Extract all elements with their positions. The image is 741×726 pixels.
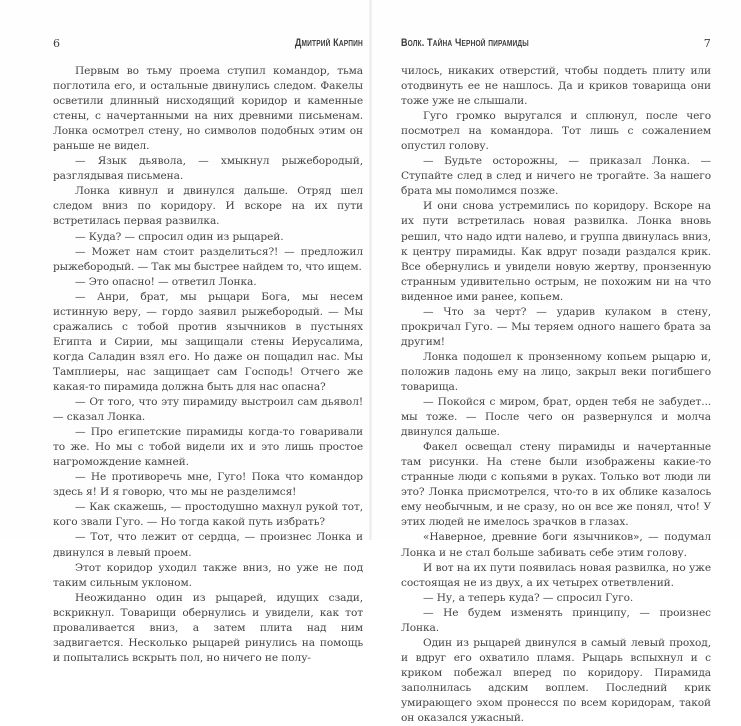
paragraph: — Тот, что лежит от сердца, — произнес Лонка и двинулся в левый проем.: [53, 531, 363, 559]
paragraph: Гуго громко выругался и сплюнул, после чего посмотрел на командора. Тот лишь с сожалением опустил голову.: [401, 110, 711, 153]
page-number: 7: [703, 37, 711, 50]
paragraph: — Куда? — спросил один из рыцарей.: [75, 230, 284, 243]
paragraph: — Не будем изменять принципу, — произнес Лонка.: [401, 606, 711, 634]
author-name: Дмитрий Карпин: [294, 37, 363, 49]
paragraph: — Про египетские пирамиды когда-то говаривали то же. Но мы с тобой видели их и это лишь простое нагромождение камней.: [53, 426, 363, 469]
paragraph: Этот коридор уходил также вниз, но уже не под таким сильным уклоном.: [53, 561, 363, 589]
paragraph: — Это опасно! — ответил Лонка.: [75, 275, 257, 288]
left-page-body: [53, 64, 363, 666]
paragraph: — Как скажешь, — простодушно махнул рукой тот, кого звали Гуго. — Но тогда какой путь избрать?: [53, 501, 363, 529]
continued-paragraph: чилось, никаких отверстий, чтобы поддеть плиту или отодвинуть ее не нашлось. Да и криков товарища они тоже уже не слышали.: [401, 65, 711, 108]
paragraph: И вот на их пути появилась новая развилка, но уже состоящая не из двух, а их четырех ответвлений.: [401, 561, 711, 589]
page-number: 6: [53, 37, 61, 50]
paragraph: — Будьте осторожны, — приказал Лонка. — Ступайте след в след и ничего не трогайте. За нашего брата мы помолимся позже.: [401, 155, 711, 198]
book-gutter: [369, 0, 372, 540]
paragraph: — Ну, а теперь куда? — спросил Гуго.: [423, 591, 634, 604]
book-title: Волк. Тайна Черной пирамиды: [401, 37, 529, 49]
paragraph: «Наверное, древние боги язычников», — подумал Лонка и не стал больше забивать себе этим голову.: [401, 531, 711, 559]
right-page: [401, 0, 711, 725]
paragraph: — Что за черт? — ударив кулаком в стену, прокричал Гуго. — Мы теряем одного нашего брата за другим!: [401, 305, 711, 348]
paragraph: — Анри, брат, мы рыцари Бога, мы несем истинную веру, — гордо заявил рыжебородый. — Мы сражались с тобой против язычников в пустынях Египта и Сирии, мы защищали стены Иерусалима, когда Саладин взял его. Но даже он пощадил нас. Мы Тамплиеры, нас защищает сам Господь! Отчего же какая-то пирамида должна быть для нас опасна?: [53, 290, 363, 393]
right-page-body: [401, 64, 711, 726]
paragraph: Лонка кивнул и двинулся дальше. Отряд шел следом вниз по коридору. И вскоре на их пути встретилась первая развилка.: [53, 185, 363, 228]
paragraph: Неожиданно один из рыцарей, идущих сзади, вскрикнул. Товарищи обернулись и увидели, как тот проваливается вниз, а затем плита над ним задвигается. Несколько рыцарей ринулись на помощь и попытались вскрыть пол, но ничего не полу-: [53, 591, 363, 664]
paragraph: Первым во тьму проема ступил командор, тьма поглотила его, и остальные двинулись следом. Факелы осветили длинный нисходящий коридор и каменные стены, с начертанными на них древними письменам. Лонка осмотрел стену, но символов подобных этим он раньше не видел.: [53, 65, 363, 153]
paragraph: Факел освещал стену пирамиды и начертанные там рисунки. На стене были изображены какие-то странные люди с копьями в руках. Только вот люди ли это? Лонка присмотрелся, что-то в их облике казалось ему необычным, и не сразу, но он все же понял, что! У этих людей не имелось зрачков в глазах.: [401, 441, 711, 529]
paragraph: — Может нам стоит разделиться?! — предложил рыжебородый. — Так мы быстрее найдем то, что ищем.: [53, 245, 363, 273]
right-running-head: [401, 37, 711, 51]
paragraph: — Покойся с миром, брат, орден тебя не забудет... мы тоже. — После чего он развернулся и молча двинулся дальше.: [401, 396, 711, 439]
paragraph: Один из рыцарей двинулся в самый левый проход, и вдруг его охватило пламя. Рыцарь вспыхнул и с криком побежал вперед по коридору. Пирамида заполнилась адским воплем. Последний крик умирающего эхом пронесся по всем коридорам, такой он оказался ужасный.: [401, 636, 711, 725]
paragraph: — От того, что эту пирамиду выстроил сам дьявол! — сказал Лонка.: [53, 396, 363, 424]
paragraph: Лонка подошел к пронзенному копьем рыцарю и, положив ладонь ему на лицо, закрыл веки погибшего товарища.: [401, 350, 711, 393]
paragraph: И они снова устремились по коридору. Вскоре на их пути встретилась новая развилка. Лонка вновь решил, что надо идти налево, и группа двинулась вниз, к центру пирамиды. Как вдруг позади раздался крик. Все обернулись и увидели новую жертву, пронзенную странным удивительно острым, не похожим ни на что виденное ими ранее, копьем.: [401, 200, 711, 303]
left-running-head: [53, 37, 363, 51]
paragraph: — Язык дьявола, — хмыкнул рыжебородый, разглядывая письмена.: [53, 155, 363, 183]
paragraph: — Не противоречь мне, Гуго! Пока что командор здесь я! И я говорю, что мы не разделимся!: [53, 471, 363, 499]
left-page: [53, 0, 363, 664]
